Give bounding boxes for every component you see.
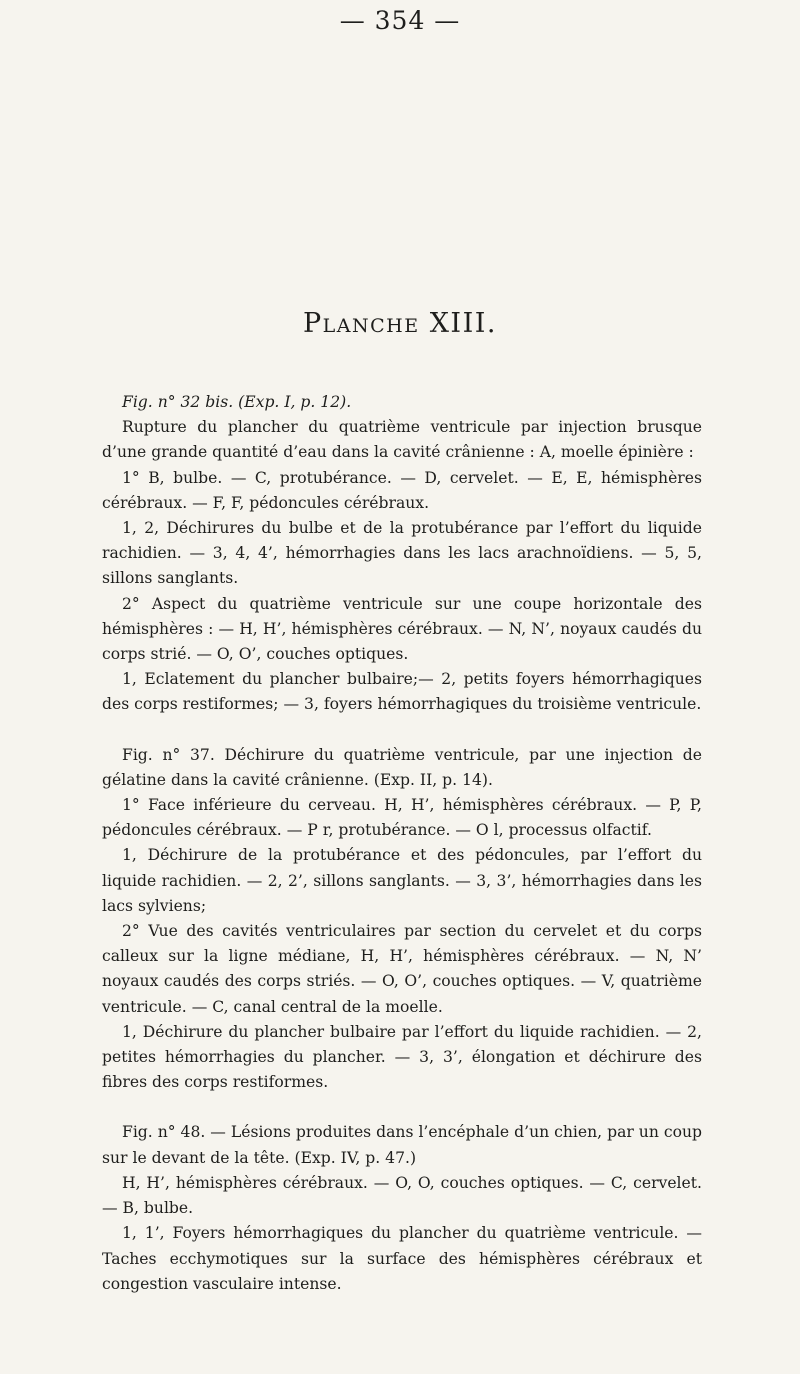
plate-title: Planche XIII. [303,308,497,339]
figure-heading: Fig. n° 37. Déchirure du quatrième ventricule, par une injection de gélatine dans la cavité crânienne. (Exp. II, p. 14). [102,745,702,789]
paragraph: 2° Vue des cavités ventriculaires par section du cervelet et du corps calleux sur la ligne médiane, H, H’, hémisphères cérébraux. — N, N’ noyaux caudés des corps striés. — O, O’, couches optiques. — V, quatrième ventricule. — C, canal central de la moelle. [102,922,702,1016]
paragraph: Rupture du plancher du quatrième ventricule par injection brusque d’une grande quantité d’eau dans la cavité crânienne : A, moelle épinière : [102,418,702,462]
paragraph: 1° B, bulbe. — C, protubérance. — D, cervelet. — E, E, hémisphères cérébraux. — F, F, pédoncules cérébraux. [102,468,702,512]
figure-32-bis-legend [102,390,702,718]
paragraph: 1, Eclatement du plancher bulbaire;— 2, petits foyers hémorrhagiques des corps restiformes; — 3, foyers hémorrhagiques du troisième ventricule. [102,670,702,714]
paragraph: 1, Déchirure du plancher bulbaire par l’effort du liquide rachidien. — 2, petites hémorrhagies du plancher. — 3, 3’, élongation et déchirure des fibres des corps restiformes. [102,1022,702,1092]
plate-legend [102,390,702,1297]
paragraph: H, H’, hémisphères cérébraux. — O, O, couches optiques. — C, cervelet. — B, bulbe. [102,1173,702,1218]
page-number: — 354 — [339,6,461,35]
paragraph: 1, Déchirure de la protubérance et des pédoncules, par l’effort du liquide rachidien. — 2, 2’, sillons sanglants. — 3, 3’, hémorrhagies dans les lacs sylviens; [102,846,702,915]
paragraph: 1, 2, Déchirures du bulbe et de la protubérance par l’effort du liquide rachidien. — 3, 4, 4’, hémorrhagies dans les lacs arachnoïdiens. — 5, 5, sillons sanglants. [102,519,702,588]
paragraph: 1° Face inférieure du cerveau. H, H’, hémisphères cérébraux. — P, P, pédoncules cérébraux. — P r, protubérance. — O l, processus olfactif. [102,796,702,840]
figure-37-legend [102,743,702,1096]
paragraph: 2° Aspect du quatrième ventricule sur une coupe horizontale des hémisphères : — H, H’, hémisphères cérébraux. — N, N’, noyaux caudés du corps strié. — O, O’, couches optiques. [102,594,702,664]
figure-heading: Fig. n° 32 bis. (Exp. I, p. 12). [122,393,352,411]
figure-48-legend [102,1120,702,1296]
figure-heading: Fig. n° 48. — Lésions produites dans l’encéphale d’un chien, par un coup sur le devant de la tête. (Exp. IV, p. 47.) [102,1123,702,1167]
paragraph: 1, 1’, Foyers hémorrhagiques du plancher du quatrième ventricule. — Taches ecchymotiques sur la surface des hémisphères cérébraux et congestion vasculaire intense. [102,1224,702,1293]
